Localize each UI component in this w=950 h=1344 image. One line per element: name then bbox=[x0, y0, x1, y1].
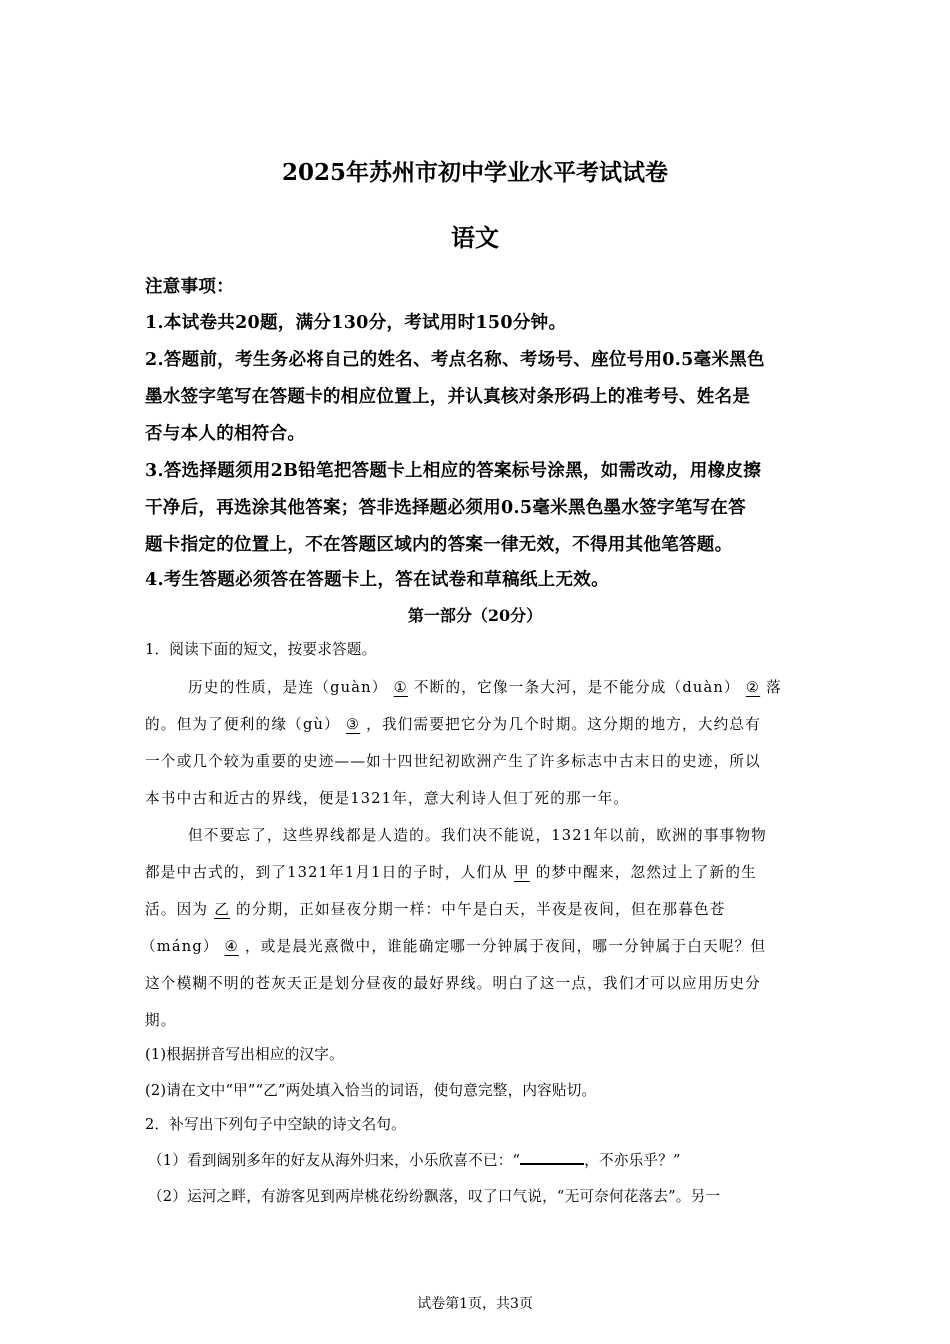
q2-item2: （2）运河之畔，有游客见到两岸桃花纷纷飘落，叹了口气说，“无可奈何花落去”。另一 bbox=[148, 1188, 721, 1205]
fill-blank: ④ bbox=[224, 938, 239, 955]
passage-text: 不断的，它像一条大河，是不能分成（duàn） bbox=[413, 679, 740, 696]
passage-line bbox=[145, 898, 726, 919]
notice-heading: 注意事项： bbox=[145, 277, 234, 297]
exam-title: 2025年苏州市初中学业水平考试试卷 bbox=[281, 159, 668, 186]
q2-item1-blank bbox=[520, 1151, 584, 1165]
q2-item1 bbox=[148, 1149, 681, 1170]
passage-line bbox=[188, 676, 782, 697]
notice-line: 1.本试卷共20题，满分130分，考试用时150分钟。 bbox=[145, 313, 567, 333]
notice-line: 墨水签字笔写在答题卡的相应位置上，并认真核对条形码上的准考号、姓名是 bbox=[145, 387, 751, 407]
q1-sub1: (1)根据拼音写出相应的汉字。 bbox=[145, 1046, 344, 1063]
passage-text: 这个模糊不明的苍灰天正是划分昼夜的最好界线。明白了这一点，我们才可以应用历史分 bbox=[145, 975, 761, 992]
fill-blank: 甲 bbox=[514, 864, 530, 881]
passage-line bbox=[145, 861, 757, 882]
notice-line: 题卡指定的位置上，不在答题区域内的答案一律无效，不得用其他笔答题。 bbox=[145, 535, 733, 555]
passage-line bbox=[145, 713, 761, 734]
passage-line bbox=[145, 787, 629, 808]
passage-line bbox=[145, 750, 761, 771]
q2-prompt: 2．补写出下列句子中空缺的诗文名句。 bbox=[145, 1116, 406, 1133]
q1-prompt: 1．阅读下面的短文，按要求答题。 bbox=[145, 641, 377, 658]
passage-text: 历史的性质，是连（guàn） bbox=[188, 679, 388, 696]
passage-text: 的梦中醒来，忽然过上了新的生 bbox=[535, 864, 757, 881]
passage-text: 活。因为 bbox=[145, 901, 209, 918]
q1-sub2: (2)请在文中“甲”“乙”两处填入恰当的词语，使句意完整，内容贴切。 bbox=[145, 1082, 597, 1099]
notice-line: 2.答题前，考生务必将自己的姓名、考点名称、考场号、座位号用0.5毫米黑色 bbox=[145, 350, 765, 370]
fill-blank: ① bbox=[393, 679, 408, 696]
passage-text: 期。 bbox=[145, 1012, 177, 1029]
passage-text: 的。但为了便利的缘（gù） bbox=[145, 716, 340, 733]
passage-text: 的分期，正如昼夜分期一样：中午是白天，半夜是夜间，但在那暮色苍 bbox=[235, 901, 726, 918]
notice-line: 3.答选择题须用2B铅笔把答题卡上相应的答案标号涂黑，如需改动，用橡皮擦 bbox=[145, 461, 762, 481]
fill-blank: 乙 bbox=[214, 901, 230, 918]
passage-text: 本书中古和近古的界线，便是1321年，意大利诗人但丁死的那一年。 bbox=[145, 790, 630, 807]
q2-item1-before: （1）看到阔别多年的好友从海外归来，小乐欣喜不已：“ bbox=[148, 1152, 521, 1169]
passage-text: ，我们需要把它分为几个时期。这分期的地方，大约总有 bbox=[366, 716, 762, 733]
passage-line bbox=[188, 824, 767, 845]
passage-text: ，或是晨光熹微中，谁能确定哪一分钟属于夜间，哪一分钟属于白天呢？但 bbox=[244, 938, 767, 955]
fill-blank: ③ bbox=[345, 716, 361, 733]
passage-line bbox=[145, 972, 761, 993]
section-title: 第一部分（20分） bbox=[407, 606, 543, 625]
notice-line: 否与本人的相符合。 bbox=[145, 424, 306, 444]
passage-line bbox=[141, 935, 766, 956]
fill-blank: ② bbox=[745, 679, 761, 696]
page-footer: 试卷第1页，共3页 bbox=[417, 1296, 533, 1312]
passage-text: 但不要忘了，这些界线都是人造的。我们决不能说，1321年以前，欧洲的事事物物 bbox=[188, 827, 767, 844]
passage-text: 落 bbox=[766, 679, 782, 696]
passage-text: 都是中古式的，到了1321年1月1日的子时，人们从 bbox=[145, 864, 508, 881]
passage-text: 一个或几个较为重要的史迹——如十四世纪初欧洲产生了许多标志中古末日的史迹，所以 bbox=[145, 753, 761, 770]
subject-title: 语文 bbox=[451, 223, 499, 252]
notice-line: 干净后，再选涂其他答案；答非选择题必须用0.5毫米黑色墨水签字笔写在答 bbox=[145, 498, 746, 518]
notice-line: 4.考生答题必须答在答题卡上，答在试卷和草稿纸上无效。 bbox=[145, 570, 609, 590]
passage-line bbox=[145, 1009, 177, 1030]
q2-item1-after: ，不亦乐乎？” bbox=[584, 1152, 681, 1169]
passage-text: （máng） bbox=[141, 938, 219, 955]
